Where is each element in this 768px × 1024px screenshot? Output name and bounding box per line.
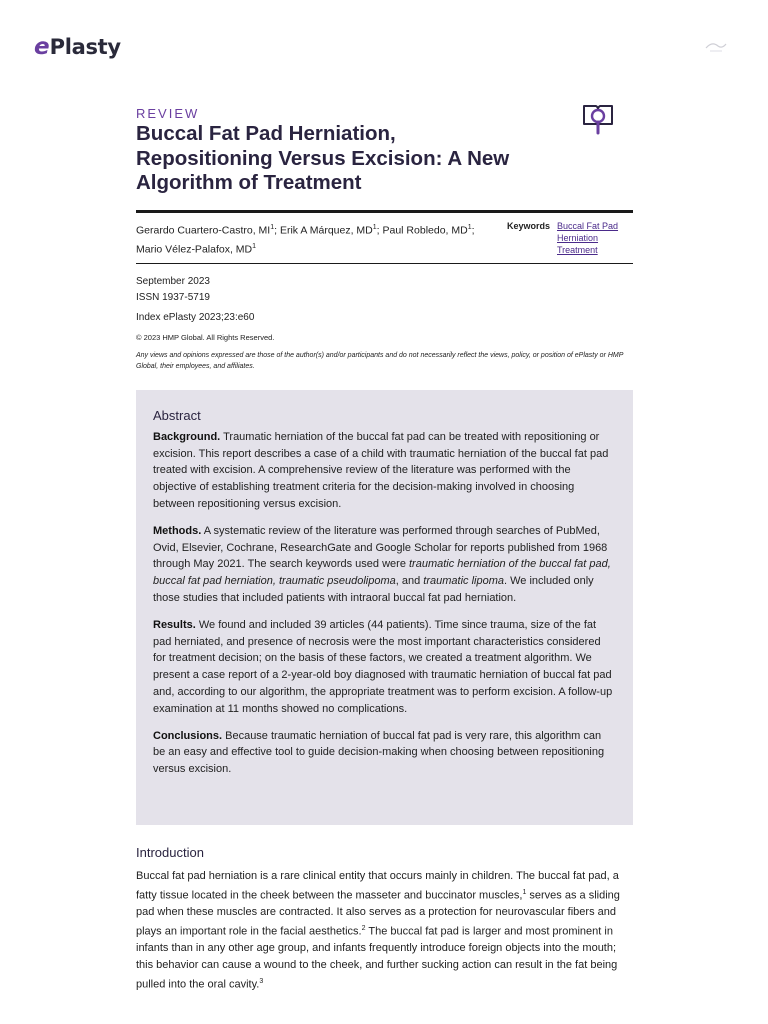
abstract-results [153,617,616,717]
reference-marker[interactable]: 3 [259,977,264,985]
section-text: , and [395,575,424,588]
section-text: Traumatic herniation of the buccal fat pad can be treated with repositioning or excision. This report describes a case of a child with traumatic herniation of the buccal fat pad treated with excision. A comprehensive review of the literature was performed with the objective of establishing treatment criteria for the decision-making involved in choosing between repositioning versus excision. [153,431,609,510]
section-text: Because traumatic herniation of buccal fat pad is very rare, this algorithm can be an easy and effective tool to guide decision-making when choosing between repositioning versus excision. [153,729,605,776]
search-keywords: traumatic herniation of the buccal fat pad, buccal fat pad herniation, traumatic pseudolipoma [153,558,611,588]
abstract-heading: Abstract [153,408,201,423]
author-affiliation: 1 [467,224,472,231]
article-type-label: REVIEW [136,106,200,121]
logo-text: Plasty [49,35,121,59]
keyword-list [557,220,618,256]
section-label: Results. [153,619,196,632]
introduction-paragraph [136,868,633,993]
reference-marker[interactable]: 2 [361,924,366,932]
keyword-link[interactable]: Herniation [557,233,599,243]
author-list [136,220,496,258]
keyword-link[interactable]: Buccal Fat Pad [557,221,619,231]
disclaimer: Any views and opinions expressed are those of the author(s) and/or participants and do not necessarily reflect the views, policy, or position of ePlasty or HMP Global, their employees, and affiliates. [136,352,624,370]
abstract-methods [153,523,616,607]
author: Erik A Márquez, MD [279,224,373,237]
abstract-conclusions [153,728,616,778]
abstract-background [153,429,616,513]
citation-index: Index ePlasty 2023;23:e60 [136,312,255,323]
article-title: Buccal Fat Pad Herniation, Repositioning Versus Excision: A New Algorithm of Treatment [136,122,510,194]
search-keywords: traumatic lipoma [423,575,504,588]
section-text: We found and included 39 articles (44 patients). Time since trauma, size of the fat pad herniated, and presence of necrosis were the most important characteristics considered for treatment decision; on the basis of these factors, we created a treatment algorithm. We present a case report of a 2-year-old boy diagnosed with traumatic herniation of buccal fat pad and, according to our algorithm, the appropriate treatment was to perform excision. A follow-up examination at 11 months showed no complications. [153,619,613,715]
body-text: The buccal fat pad is larger and most prominent in infants than in any other age group, and infants frequently introduce foreign objects into the mouth; this behavior can cause a wound to the cheek, and further sucking action can result in the fat being pulled into the oral cavity. [136,925,618,991]
author: Mario Vélez-Palafox, MD [136,243,253,256]
author-affiliation: 1 [372,224,377,231]
header-rule-top [136,210,633,213]
reference-marker[interactable]: 1 [522,888,527,896]
book-magnifier-icon [582,102,614,136]
author-affiliation: 1 [270,224,275,231]
header-rule-bottom [136,263,633,264]
introduction-heading: Introduction [136,845,204,860]
body-text: serves as a sliding pad when these muscles are contracted. It also serves as a protection for neurovascular fibers and plays an important role in the facial aesthetics. [136,889,620,938]
author-affiliation: 1 [252,243,257,250]
body-text: Buccal fat pad herniation is a rare clinical entity that occurs mainly in children. The buccal fat pad, a fatty tissue located in the cheek between the masseter and buccinator muscles, [136,870,619,902]
keyword-link[interactable]: Treatment [557,245,598,255]
logo-e: e [34,34,50,60]
issn: ISSN 1937-5719 [136,292,210,303]
author: Gerardo Cuartero-Castro, MI [136,224,271,237]
keywords-label: Keywords [507,221,551,231]
section-label: Background. [153,431,221,443]
journal-logo[interactable] [34,34,121,60]
section-label: Conclusions. [153,729,223,742]
author-separator: ; [471,224,475,237]
section-label: Methods. [153,525,202,538]
author: Paul Robledo, MD [382,224,468,237]
section-text: A systematic review of the literature was performed through searches of PubMed, Ovid, Elsevier, Cochrane, ResearchGate and Google Scholar for reports published from 1968 through May 2021. The search keywords used were [153,525,608,571]
author-separator: ; [376,224,383,237]
publication-date: September 2023 [136,276,210,287]
page-corner-icon [704,40,728,54]
author-separator: ; [274,224,280,237]
abstract-box [136,390,633,825]
copyright-notice: © 2023 HMP Global. All Rights Reserved. [136,333,275,342]
section-text: . We included only those studies that included patients with intraoral buccal fat pad herniation. [153,575,594,604]
